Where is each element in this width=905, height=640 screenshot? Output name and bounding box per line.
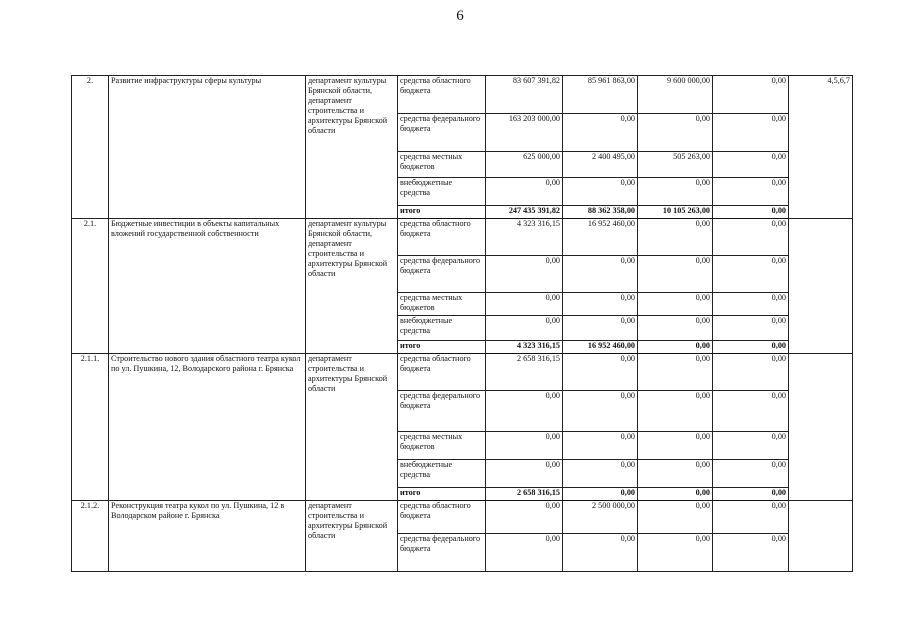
amount-year-1: 0,00 xyxy=(486,534,563,572)
item-name: Бюджетные инвестиции в объекты капитальных вложений государственной собственности xyxy=(109,219,306,354)
indicator-numbers: 4,5,6,7 xyxy=(789,76,853,219)
amount-year-3: 10 105 263,00 xyxy=(638,206,713,219)
amount-year-2: 85 961 863,00 xyxy=(563,76,638,114)
item-number: 2. xyxy=(72,76,109,219)
item-executor: департамент культуры Брянской области, департамент строительства и архитектуры Брянской области xyxy=(306,76,398,219)
amount-year-1: 0,00 xyxy=(486,316,563,341)
funding-source: средства областного бюджета xyxy=(398,501,486,534)
funding-source: итого xyxy=(398,206,486,219)
amount-year-3: 0,00 xyxy=(638,432,713,460)
amount-year-4: 0,00 xyxy=(713,206,789,219)
funding-source: средства местных бюджетов xyxy=(398,152,486,178)
funding-source: внебюджетные средства xyxy=(398,460,486,488)
funding-source: средства федерального бюджета xyxy=(398,534,486,572)
funding-source: средства областного бюджета xyxy=(398,219,486,256)
table-row xyxy=(72,501,853,534)
amount-year-4: 0,00 xyxy=(713,76,789,114)
item-name: Реконструкция театра кукол по ул. Пушкина, 12 в Володарском районе г. Брянска xyxy=(109,501,306,572)
amount-year-1: 83 607 391,82 xyxy=(486,76,563,114)
amount-year-2: 16 952 460,00 xyxy=(563,219,638,256)
item-number: 2.1.1. xyxy=(72,354,109,501)
amount-year-3: 505 263,00 xyxy=(638,152,713,178)
amount-year-2: 0,00 xyxy=(563,534,638,572)
indicator-numbers xyxy=(789,219,853,354)
amount-year-2: 0,00 xyxy=(563,114,638,152)
funding-source: средства федерального бюджета xyxy=(398,114,486,152)
amount-year-1: 4 323 316,15 xyxy=(486,341,563,354)
funding-source: средства местных бюджетов xyxy=(398,432,486,460)
funding-source: средства областного бюджета xyxy=(398,354,486,391)
amount-year-1: 0,00 xyxy=(486,391,563,432)
funding-source: итого xyxy=(398,341,486,354)
amount-year-4: 0,00 xyxy=(713,114,789,152)
funding-source: средства федерального бюджета xyxy=(398,391,486,432)
amount-year-3: 0,00 xyxy=(638,460,713,488)
indicator-numbers xyxy=(789,354,853,501)
item-name: Развитие инфраструктуры сферы культуры xyxy=(109,76,306,219)
amount-year-3: 0,00 xyxy=(638,391,713,432)
amount-year-2: 0,00 xyxy=(563,391,638,432)
funding-source: средства местных бюджетов xyxy=(398,293,486,316)
amount-year-2: 16 952 460,00 xyxy=(563,341,638,354)
amount-year-2: 2 400 495,00 xyxy=(563,152,638,178)
item-number: 2.1. xyxy=(72,219,109,354)
amount-year-2: 0,00 xyxy=(563,460,638,488)
table-row xyxy=(72,354,853,391)
amount-year-1: 625 000,00 xyxy=(486,152,563,178)
amount-year-4: 0,00 xyxy=(713,316,789,341)
budget-table-body xyxy=(72,76,853,572)
amount-year-4: 0,00 xyxy=(713,354,789,391)
amount-year-1: 0,00 xyxy=(486,432,563,460)
amount-year-4: 0,00 xyxy=(713,501,789,534)
amount-year-3: 0,00 xyxy=(638,488,713,501)
amount-year-3: 0,00 xyxy=(638,114,713,152)
amount-year-1: 247 435 391,82 xyxy=(486,206,563,219)
amount-year-4: 0,00 xyxy=(713,391,789,432)
funding-source: итого xyxy=(398,488,486,501)
amount-year-2: 0,00 xyxy=(563,432,638,460)
amount-year-3: 0,00 xyxy=(638,178,713,206)
amount-year-4: 0,00 xyxy=(713,488,789,501)
amount-year-2: 0,00 xyxy=(563,316,638,341)
funding-source: внебюджетные средства xyxy=(398,178,486,206)
amount-year-2: 0,00 xyxy=(563,354,638,391)
amount-year-4: 0,00 xyxy=(713,460,789,488)
amount-year-4: 0,00 xyxy=(713,432,789,460)
amount-year-2: 0,00 xyxy=(563,293,638,316)
amount-year-3: 0,00 xyxy=(638,534,713,572)
item-number: 2.1.2. xyxy=(72,501,109,572)
amount-year-4: 0,00 xyxy=(713,178,789,206)
amount-year-4: 0,00 xyxy=(713,256,789,293)
amount-year-3: 0,00 xyxy=(638,354,713,391)
amount-year-1: 0,00 xyxy=(486,293,563,316)
budget-table xyxy=(71,75,853,572)
amount-year-3: 0,00 xyxy=(638,341,713,354)
page-number: 6 xyxy=(456,8,464,24)
amount-year-1: 0,00 xyxy=(486,501,563,534)
amount-year-1: 0,00 xyxy=(486,256,563,293)
funding-source: средства федерального бюджета xyxy=(398,256,486,293)
table-row xyxy=(72,219,853,256)
table-row xyxy=(72,76,853,114)
amount-year-3: 0,00 xyxy=(638,316,713,341)
amount-year-2: 2 500 000,00 xyxy=(563,501,638,534)
amount-year-4: 0,00 xyxy=(713,152,789,178)
amount-year-3: 0,00 xyxy=(638,219,713,256)
amount-year-2: 88 362 358,00 xyxy=(563,206,638,219)
amount-year-3: 0,00 xyxy=(638,256,713,293)
amount-year-3: 9 600 000,00 xyxy=(638,76,713,114)
item-name: Строительство нового здания областного театра кукол по ул. Пушкина, 12, Володарского района г. Брянска xyxy=(109,354,306,501)
amount-year-3: 0,00 xyxy=(638,293,713,316)
amount-year-4: 0,00 xyxy=(713,293,789,316)
amount-year-2: 0,00 xyxy=(563,178,638,206)
item-executor: департамент строительства и архитектуры Брянской области xyxy=(306,354,398,501)
amount-year-4: 0,00 xyxy=(713,534,789,572)
amount-year-1: 0,00 xyxy=(486,178,563,206)
amount-year-4: 0,00 xyxy=(713,341,789,354)
item-executor: департамент строительства и архитектуры Брянской области xyxy=(306,501,398,572)
indicator-numbers xyxy=(789,501,853,572)
funding-source: внебюджетные средства xyxy=(398,316,486,341)
amount-year-1: 0,00 xyxy=(486,460,563,488)
amount-year-3: 0,00 xyxy=(638,501,713,534)
amount-year-1: 4 323 316,15 xyxy=(486,219,563,256)
amount-year-1: 2 658 316,15 xyxy=(486,488,563,501)
funding-source: средства областного бюджета xyxy=(398,76,486,114)
item-executor: департамент культуры Брянской области, департамент строительства и архитектуры Брянской области xyxy=(306,219,398,354)
amount-year-1: 2 658 316,15 xyxy=(486,354,563,391)
amount-year-4: 0,00 xyxy=(713,219,789,256)
amount-year-2: 0,00 xyxy=(563,256,638,293)
amount-year-1: 163 203 000,00 xyxy=(486,114,563,152)
amount-year-2: 0,00 xyxy=(563,488,638,501)
